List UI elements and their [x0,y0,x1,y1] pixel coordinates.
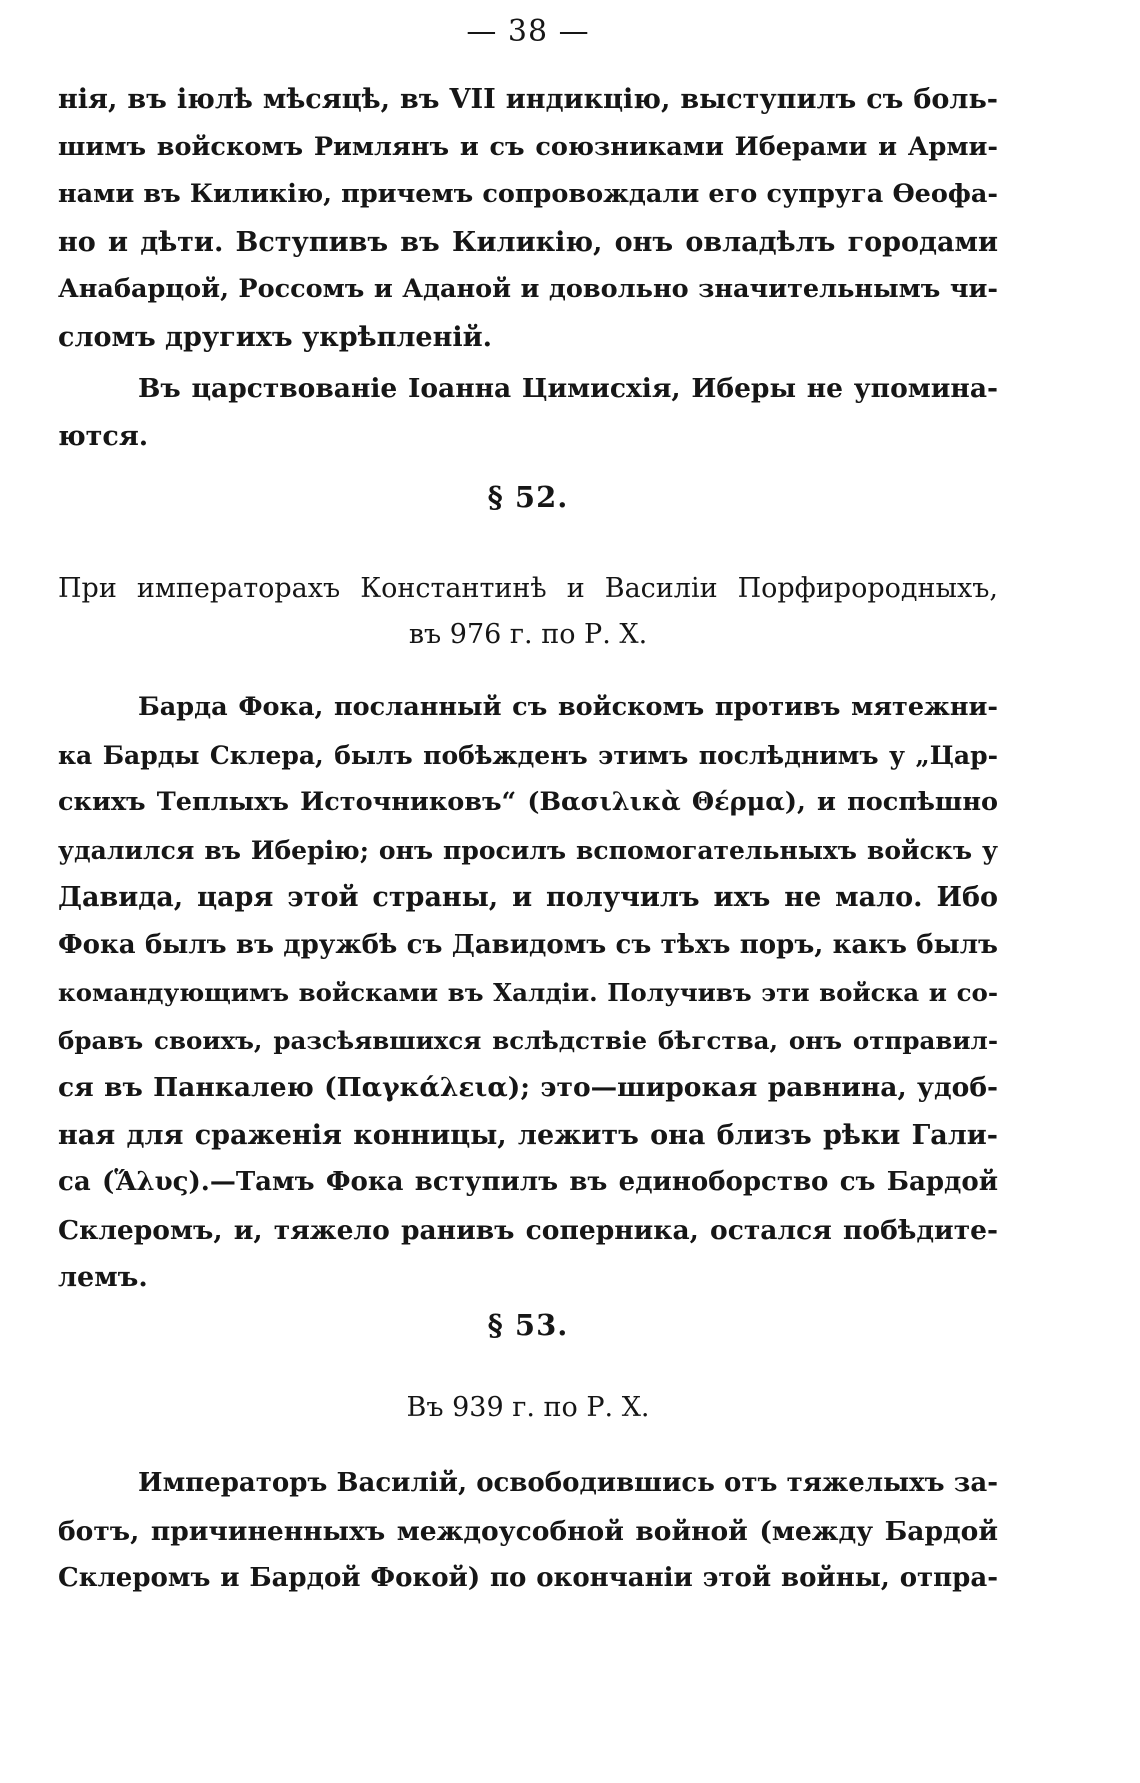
text-line: Анабарцой, Россомъ и Аданой и довольно значительнымъ чи- [58,274,998,304]
paragraph-continuation [58,76,998,361]
text-line: шимъ войскомъ Римлянъ и съ союзниками Иберами и Арми- [58,131,998,162]
section-53-heading [58,1385,998,1431]
section-52-mark: § 52. [487,480,569,514]
text-line: ка Барды Склера, былъ побѣжденъ этимъ послѣднимъ у „Цар- [58,740,998,770]
heading-line: Въ 939 г. по Р. Х. [406,1392,650,1423]
text-line: командующимъ войсками въ Халдіи. Получивъ эти войска и со- [58,978,998,1007]
text-line: ся въ Панкалею (Παγκάλεια); это—широкая равнина, удоб- [58,1072,998,1103]
section-53-mark: § 53. [487,1308,569,1342]
heading-line: При императорахъ Константинѣ и Василіи Порфирородныхъ, [58,573,998,604]
text-line: нами въ Киликію, причемъ сопровождали его супруга Ѳеофа- [58,179,998,209]
text-line: бравъ своихъ, разсѣявшихся вслѣдствіе бѣгства, онъ отправил- [58,1025,998,1055]
section-52-heading [58,566,998,658]
text-line: скихъ Теплыхъ Источниковъ“ (Βασιλικὰ Θέρμα), и поспѣшно [58,787,998,817]
text-line: ются. [58,420,149,452]
text-line: Барда Фока, посланный съ войскомъ противъ мятежни- [138,692,998,722]
text-line: Императоръ Василій, освободившись отъ тяжелыхъ за- [138,1468,998,1498]
text-line: Давида, царя этой страны, и получилъ ихъ не мало. Ибо [58,882,998,913]
text-line: ная для сраженія конницы, лежитъ она близъ рѣки Гали- [58,1119,998,1151]
text-line: но и дѣти. Вступивъ въ Киликію, онъ овладѣлъ городами [58,226,998,258]
heading-line: въ 976 г. по Р. Х. [408,619,648,650]
text-line: Склеромъ, и, тяжело ранивъ соперника, остался побѣдите- [58,1214,998,1246]
text-line: ботъ, причиненныхъ междоусобной войной (между Бардой [58,1515,998,1547]
text-line: нія, въ іюлѣ мѣсяцѣ, въ VII индикцію, выступилъ съ боль- [58,84,998,115]
text-line: лемъ. [58,1262,148,1293]
text-line: Склеромъ и Бардой Фокой) по окончаніи этой войны, отпра- [58,1563,998,1593]
section-52-body [58,684,998,1302]
page-number: — 38 — [466,14,590,49]
text-line: сломъ другихъ укрѣпленій. [58,321,493,353]
text-line: удалился въ Иберію; онъ просилъ вспомогательныхъ войскъ у [58,835,998,865]
text-line: са (Ἅλυς).—Тамъ Фока вступилъ въ единоборство съ Бардой [58,1167,998,1197]
paragraph-tzimiskes [58,365,998,460]
text-line: Въ царствованіе Іоанна Цимисхія, Иберы не упомина- [138,373,998,404]
section-53-body [58,1460,998,1603]
text-line: Фока былъ въ дружбѣ съ Давидомъ съ тѣхъ поръ, какъ былъ [58,929,998,960]
book-page [58,0,998,1783]
